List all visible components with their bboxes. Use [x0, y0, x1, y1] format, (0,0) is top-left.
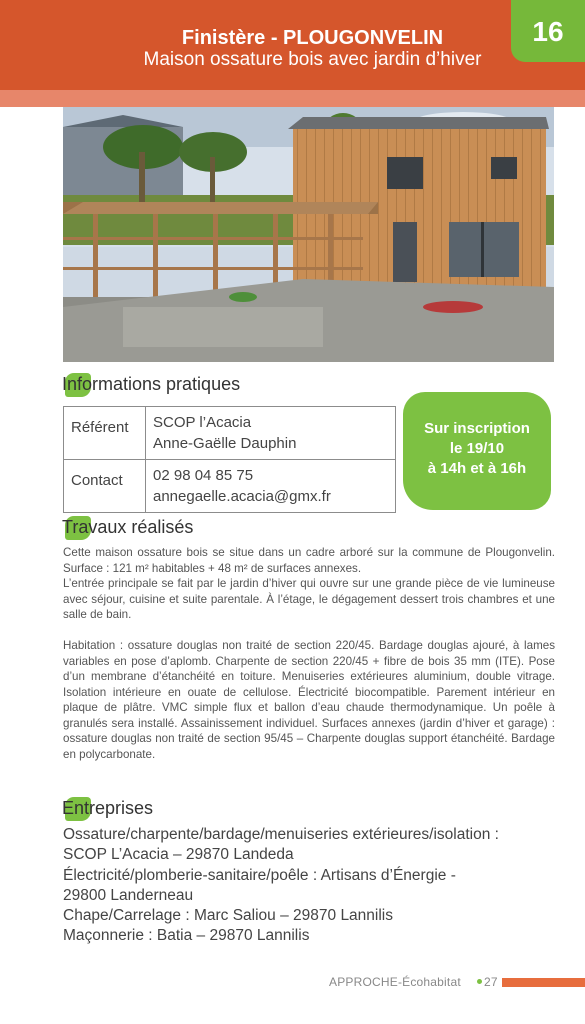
contact-email: annegaelle.acacia@gmx.fr	[153, 488, 331, 505]
list-item: Chape/Carrelage : Marc Saliou – 29870 Lannilis	[63, 907, 394, 925]
footer-label: APPROCHE-Écohabitat	[329, 975, 461, 989]
footer-bar	[502, 978, 585, 987]
registration-badge	[403, 392, 551, 510]
list-item: 29800 Landerneau	[63, 886, 194, 904]
referent-person: Anne-Gaëlle Dauphin	[153, 435, 297, 452]
page-tab-number: 16	[511, 0, 585, 62]
travaux-paragraph-1: Cette maison ossature bois se situe dans un cadre arboré sur la commune de Plougonvelin. Surface : 121 m² habitables + 48 m² de surfaces annexes.	[63, 546, 555, 575]
entreprises-list	[63, 825, 563, 947]
header-band	[0, 90, 585, 107]
page-subtitle: Maison ossature bois avec jardin d’hiver	[143, 49, 482, 70]
page-title: Finistère - PLOUGONVELIN	[181, 27, 444, 49]
list-item: SCOP L’Acacia – 29870 Landeda	[63, 846, 294, 864]
contact-label: Contact	[64, 460, 146, 513]
list-item: Électricité/plomberie-sanitaire/poêle : Artisans d’Énergie -	[63, 866, 456, 884]
contact-value	[146, 460, 396, 513]
badge-line-2: le 19/10	[449, 440, 505, 457]
section-title-entreprises: Entreprises	[62, 796, 153, 820]
section-title-informations: Informations pratiques	[62, 372, 240, 396]
house-photo	[63, 107, 554, 362]
referent-org: SCOP l’Acacia	[153, 414, 252, 431]
table-row	[64, 460, 396, 513]
travaux-paragraph-2: L’entrée principale se fait par le jardin d’hiver qui ouvre sur une grande pièce de vie lumineuse avec séjour, cuisine et suite parentale. À l’étage, le dégagement dessert trois chambres et une salle de bain.	[63, 577, 555, 621]
list-item: Maçonnerie : Batia – 29870 Lannilis	[63, 927, 310, 945]
info-table	[63, 406, 396, 513]
badge-line-1: Sur inscription	[424, 420, 530, 437]
house-photo-illustration	[63, 107, 554, 362]
footer-page-number: 27	[484, 975, 498, 989]
travaux-description	[63, 545, 555, 762]
list-item: Ossature/charpente/bardage/menuiseries extérieures/isolation :	[63, 826, 499, 843]
referent-label: Référent	[64, 407, 146, 460]
travaux-paragraph-3: Habitation : ossature douglas non traité de section 220/45. Bardage douglas ajouré, à lames variables en pose d’aplomb. Charpente de section 220/45 + fibre de bois 35 mm (ITE). Pose d’un membrane d’étanchéité en toiture. Menuiseries extérieures aluminium, double vitrage. Isolation intérieure en ouate de cellulose. Électricité biocompatible. Parement intérieur en plaque de plâtre. VMC simple flux et ballon d’eau chaude thermodynamique. Un poêle à granulés sera installé. Assainissement individuel. Surfaces annexes (jardin d’hiver et garage) : ossature douglas non traité de section 95/45 – Charpente douglas support étanchéité. Bardage en polycarbonate.	[63, 639, 555, 761]
referent-value	[146, 407, 396, 460]
table-row	[64, 407, 396, 460]
section-title-travaux: Travaux réalisés	[62, 515, 193, 539]
footer-dot-icon	[477, 979, 482, 984]
badge-line-3: à 14h et à 16h	[427, 460, 527, 477]
contact-phone: 02 98 04 85 75	[153, 467, 254, 484]
